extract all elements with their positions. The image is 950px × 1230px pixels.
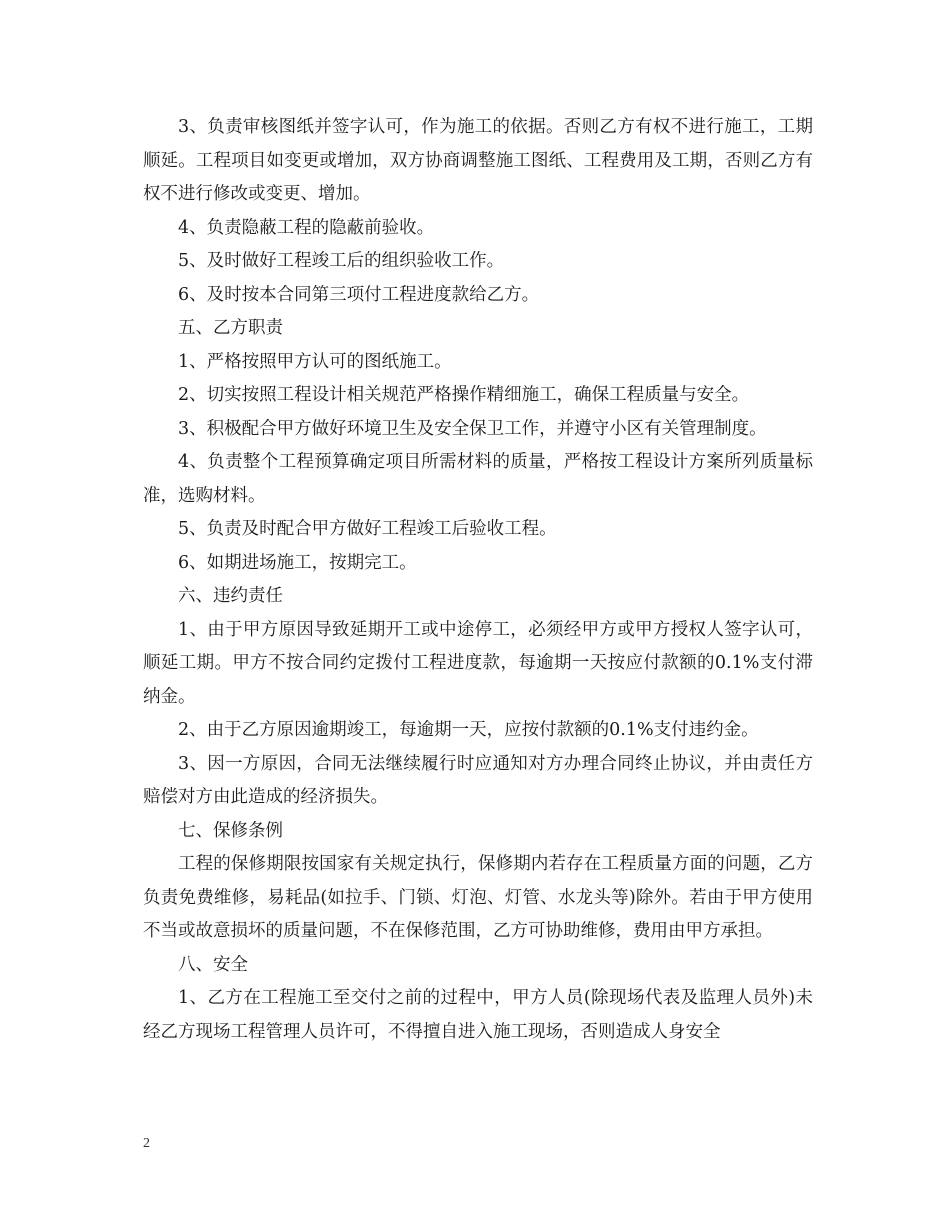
paragraph: 工程的保修期限按国家有关规定执行，保修期内若存在工程质量方面的问题，乙方负责免费维修，易耗品(如拉手、门锁、灯泡、灯管、水龙头等)除外。若由于甲方使用不当或故意损坏的质量问题，不在保修范围，乙方可协助维修，费用由甲方承担。	[143, 854, 813, 941]
paragraph: 6、如期进场施工，按期完工。	[178, 552, 417, 573]
paragraph: 3、负责审核图纸并签字认可，作为施工的依据。否则乙方有权不进行施工，工期顺延。工程项目如变更或增加，双方协商调整施工图纸、工程费用及工期，否则乙方有权不进行修改或变更、增加。	[143, 117, 813, 204]
paragraph: 3、因一方原因，合同无法继续履行时应通知对方办理合同终止协议，并由责任方赔偿对方由此造成的经济损失。	[143, 753, 813, 807]
paragraph: 4、负责整个工程预算确定项目所需材料的质量，严格按工程设计方案所列质量标准，选购材料。	[143, 452, 813, 506]
paragraph: 6、及时按本合同第三项付工程进度款给乙方。	[178, 284, 540, 305]
document-body	[143, 111, 813, 1049]
page-number: 2	[143, 1136, 150, 1151]
paragraph: 2、切实按照工程设计相关规范严格操作精细施工，确保工程质量与安全。	[178, 385, 750, 405]
paragraph: 5、负责及时配合甲方做好工程竣工后验收工程。	[178, 519, 557, 539]
paragraph: 5、及时做好工程竣工后的组织验收工作。	[178, 251, 505, 271]
paragraph: 2、由于乙方原因逾期竣工，每逾期一天，应按付款额的0.1%支付违约金。	[178, 720, 759, 740]
paragraph: 1、乙方在工程施工至交付之前的过程中，甲方人员(除现场代表及监理人员外)未经乙方现场工程管理人员许可，不得擅自进入施工现场，否则造成人身安全	[143, 988, 813, 1042]
paragraph: 4、负责隐蔽工程的隐蔽前验收。	[178, 217, 435, 238]
section-heading: 八、安全	[178, 954, 248, 975]
paragraph: 1、由于甲方原因导致延期开工或中途停工，必须经甲方或甲方授权人签字认可，顺延工期。甲方不按合同约定拨付工程进度款，每逾期一天按应付款额的0.1%支付滞纳金。	[143, 619, 813, 707]
section-heading: 五、乙方职责	[178, 318, 283, 338]
section-heading: 七、保修条例	[178, 820, 283, 841]
paragraph: 1、严格按照甲方认可的图纸施工。	[178, 351, 452, 372]
section-heading: 六、违约责任	[178, 586, 283, 606]
paragraph: 3、积极配合甲方做好环境卫生及安全保卫工作，并遵守小区有关管理制度。	[178, 418, 767, 439]
